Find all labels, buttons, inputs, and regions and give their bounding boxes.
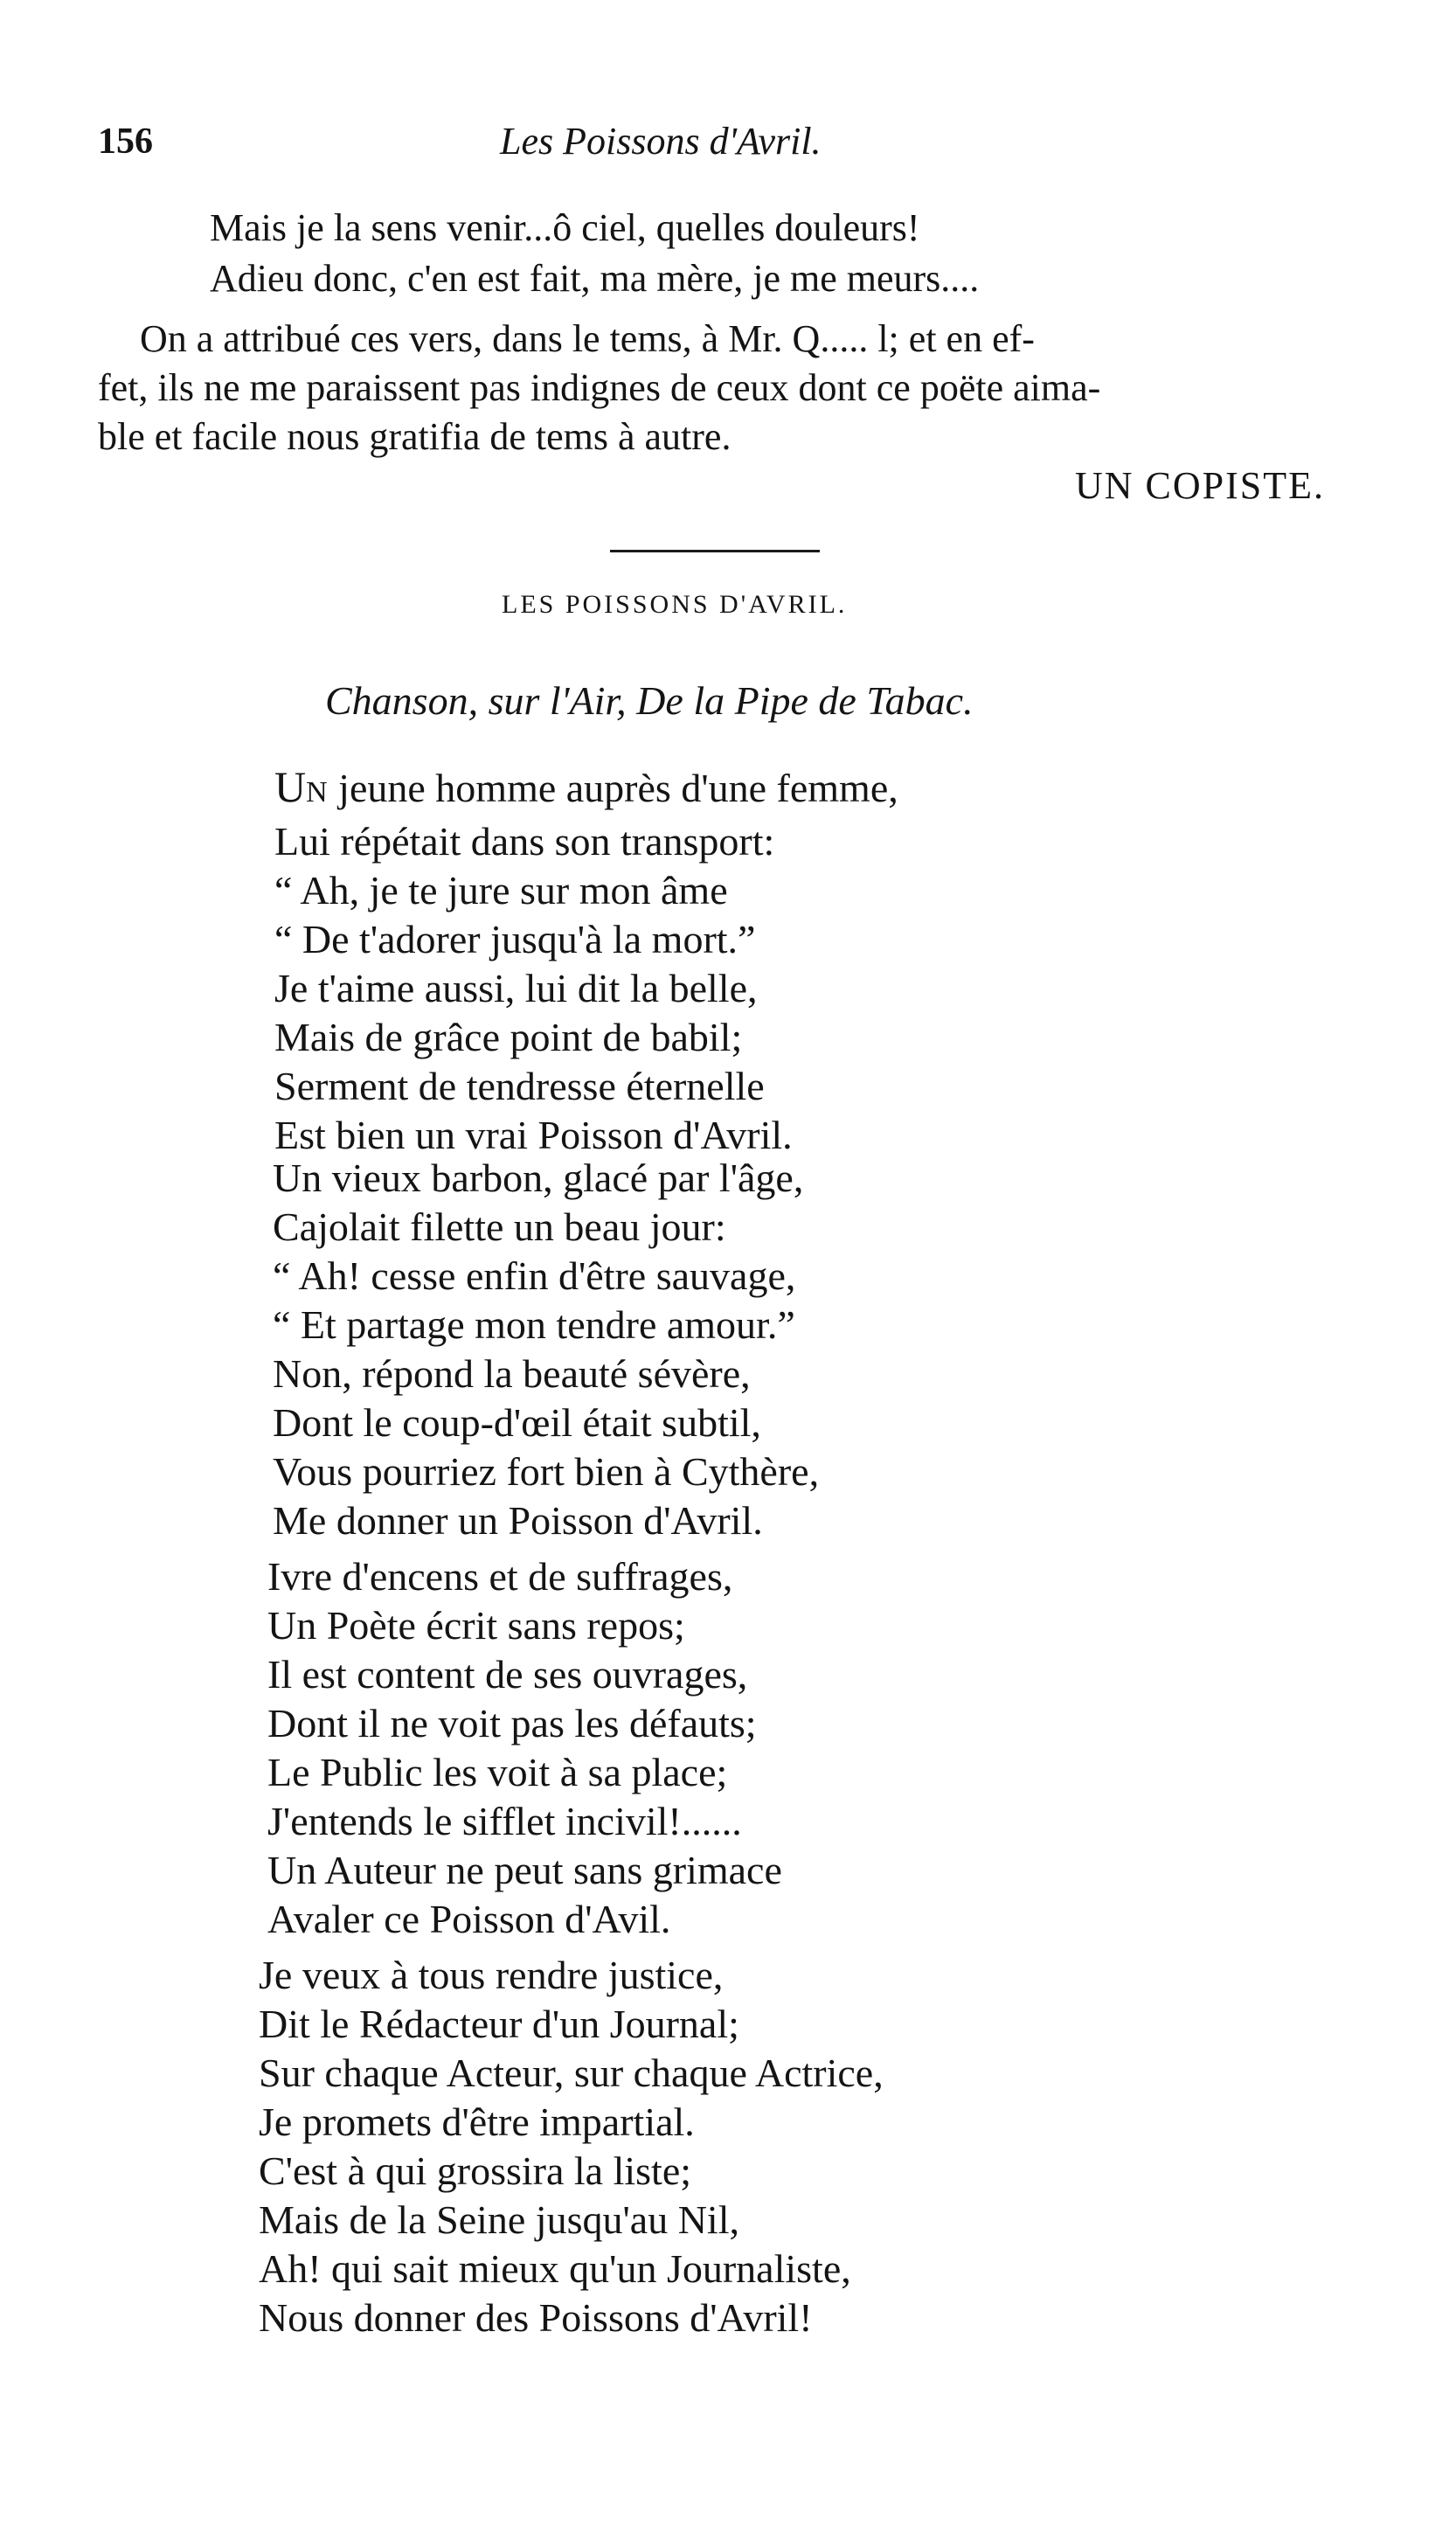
- verse-line: “ Ah, je te jure sur mon âme: [274, 868, 728, 913]
- verse-line: Je veux à tous rendre justice,: [259, 1953, 724, 1997]
- note-line: On a attribué ces vers, dans le tems, à Mr. Q..... l; et en ef-: [140, 317, 1035, 360]
- verse-line: Me donner un Poisson d'Avril.: [273, 1498, 763, 1543]
- note-line: ble et facile nous gratifia de tems à autre.: [98, 415, 731, 458]
- verse-line: Nous donner des Poissons d'Avril!: [259, 2295, 813, 2340]
- verse-line: Il est content de ses ouvrages,: [267, 1652, 748, 1697]
- verse-line: “ Ah! cesse enfin d'être sauvage,: [273, 1253, 796, 1298]
- verse-line: Je t'aime aussi, lui dit la belle,: [274, 966, 758, 1010]
- verse-line: “ De t'adorer jusqu'à la mort.”: [274, 917, 756, 961]
- verse-line: Un Auteur ne peut sans grimace: [267, 1848, 782, 1892]
- verse-line: Un vieux barbon, glacé par l'âge,: [273, 1155, 804, 1200]
- running-title: Les Poissons d'Avril.: [500, 120, 822, 163]
- song-subtitle: Chanson, sur l'Air, De la Pipe de Tabac.: [325, 678, 974, 723]
- verse-line: J'entends le sifflet incivil!......: [267, 1799, 742, 1843]
- verse-line: Un Poète écrit sans repos;: [267, 1603, 685, 1648]
- opening-couplet: [210, 203, 979, 304]
- verse-line: Vous pourriez fort bien à Cythère,: [273, 1449, 820, 1494]
- stanza-3: [267, 1552, 782, 1944]
- verse-line: Avaler ce Poisson d'Avil.: [267, 1897, 671, 1941]
- verse-line: Non, répond la beauté sévère,: [273, 1351, 751, 1396]
- section-divider: [610, 550, 820, 552]
- verse-line: Dont le coup-d'œil était subtil,: [273, 1400, 761, 1445]
- stanza-2: [273, 1154, 819, 1545]
- verse-line: Mais de la Seine jusqu'au Nil,: [259, 2197, 739, 2242]
- verse-line: Ah! qui sait mieux qu'un Journaliste,: [259, 2246, 851, 2291]
- verse-line: Le Public les voit à sa place;: [267, 1750, 728, 1794]
- verse-line: [274, 762, 898, 817]
- attribution-note: [98, 315, 1321, 462]
- verse-line: Dit le Rédacteur d'un Journal;: [259, 2002, 739, 2046]
- verse-line: Serment de tendresse éternelle: [274, 1064, 765, 1108]
- verse-line: Mais de grâce point de babil;: [274, 1015, 743, 1059]
- couplet-line: Adieu donc, c'en est fait, ma mère, je me meurs....: [210, 257, 980, 300]
- couplet-line: Mais je la sens venir...ô ciel, quelles douleurs!: [210, 206, 920, 249]
- verse-line: Je promets d'être impartial.: [259, 2099, 695, 2144]
- verse-line: Est bien un vrai Poisson d'Avril.: [274, 1113, 793, 1157]
- verse-line: Cajolait filette un beau jour:: [273, 1204, 726, 1249]
- verse-line: “ Et partage mon tendre amour.”: [273, 1302, 795, 1347]
- initial-smallcap: N: [306, 776, 329, 808]
- running-head: [98, 115, 1321, 168]
- stanza-1: [274, 762, 898, 1160]
- verse-line: Lui répétait dans son transport:: [274, 819, 775, 864]
- verse-line: Dont il ne voit pas les défauts;: [267, 1701, 757, 1745]
- stanza-4: [259, 1951, 884, 2342]
- verse-line-rest: jeune homme auprès d'une femme,: [328, 766, 898, 810]
- verse-line: Sur chaque Acteur, sur chaque Actrice,: [259, 2051, 884, 2095]
- page-number: 156: [98, 121, 153, 162]
- note-line: fet, ils ne me paraissent pas indignes de ceux dont ce poëte aima-: [98, 366, 1101, 409]
- verse-line: Ivre d'encens et de suffrages,: [267, 1554, 733, 1599]
- section-title: LES POISSONS D'AVRIL.: [502, 590, 848, 619]
- verse-line: C'est à qui grossira la liste;: [259, 2148, 692, 2193]
- note-signature: UN COPISTE.: [1074, 464, 1325, 507]
- initial-letter: U: [274, 762, 307, 811]
